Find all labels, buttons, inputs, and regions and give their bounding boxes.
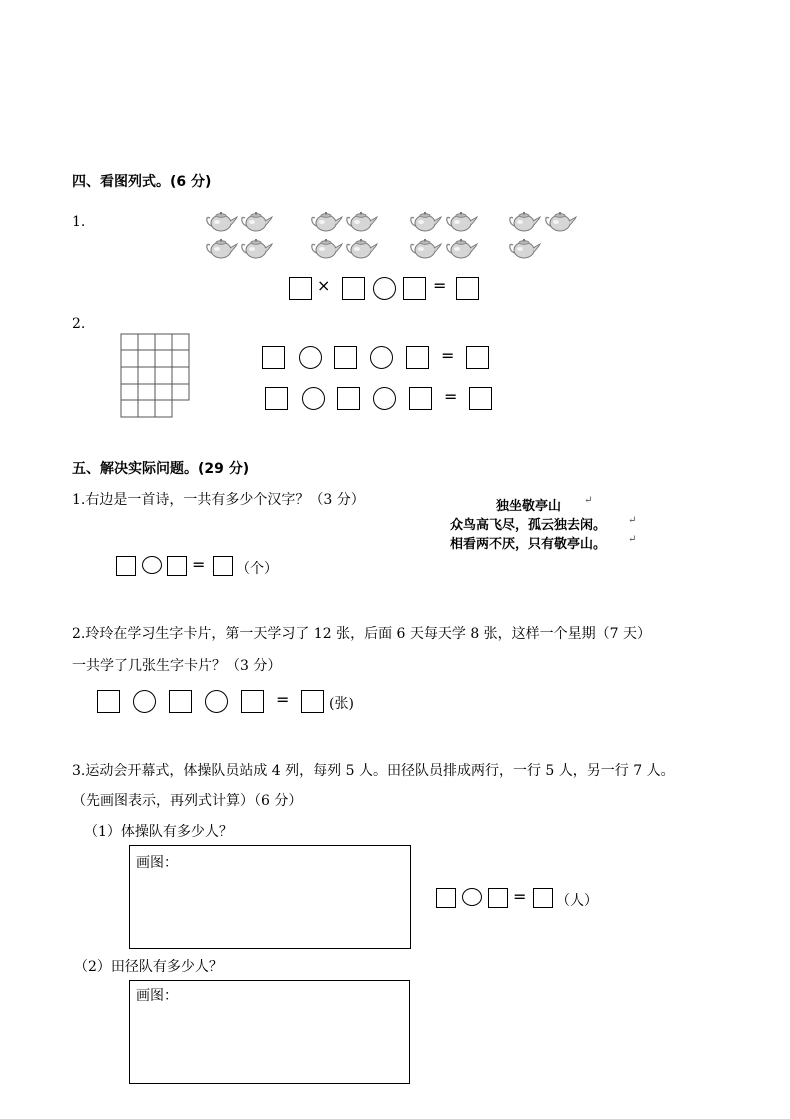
answer-box[interactable] <box>456 277 479 300</box>
paragraph-mark-icon: ↵ <box>628 515 637 526</box>
operator-circle[interactable] <box>373 387 396 410</box>
operator-circle[interactable] <box>299 346 322 369</box>
paragraph-mark-icon: ↵ <box>584 495 593 506</box>
equals-sign: = <box>276 690 290 709</box>
operator-circle[interactable] <box>370 346 393 369</box>
q3-sub-question-1: （1）体操队有多少人？ <box>84 824 233 840</box>
square-grid-figure <box>120 333 192 419</box>
equals-sign: = <box>433 276 447 295</box>
teapot-grid <box>200 208 590 264</box>
equals-sign: = <box>444 387 458 406</box>
q3-question-line-2: （先画图表示，再列式计算）（6 分） <box>72 793 303 809</box>
teapot-group-2 <box>312 212 377 258</box>
teapot-group-4 <box>510 212 576 258</box>
operator-circle[interactable] <box>142 556 162 574</box>
answer-box[interactable] <box>116 556 136 576</box>
q2-question-line-2: 一共学了几张生字卡片？（3 分） <box>72 658 282 674</box>
answer-box[interactable] <box>466 346 489 369</box>
draw-label: 画图： <box>136 988 178 1004</box>
times-sign: × <box>317 276 331 295</box>
q3-sub-question-2: （2）田径队有多少人？ <box>74 959 223 975</box>
answer-box[interactable] <box>409 387 432 410</box>
answer-box[interactable] <box>213 556 233 576</box>
answer-box[interactable] <box>289 277 312 300</box>
answer-box[interactable] <box>265 387 288 410</box>
paragraph-mark-icon: ↵ <box>628 534 637 545</box>
draw-label: 画图： <box>136 855 178 871</box>
answer-box[interactable] <box>169 690 192 713</box>
operator-circle[interactable] <box>133 690 156 713</box>
answer-box[interactable] <box>436 888 456 908</box>
answer-box[interactable] <box>342 277 365 300</box>
answer-box[interactable] <box>337 387 360 410</box>
unit-label: （个） <box>236 561 278 577</box>
section5-heading: 五、解决实际问题。(29 分) <box>72 461 250 477</box>
operator-circle[interactable] <box>462 888 482 906</box>
q1-question: 1.右边是一首诗，一共有多少个汉字？（3 分） <box>72 492 365 508</box>
poem-line-2: 相看两不厌，只有敬亭山。 <box>450 537 607 552</box>
answer-box[interactable] <box>488 888 508 908</box>
q1-label: 1. <box>72 214 86 230</box>
teapot-group-1 <box>207 212 272 258</box>
answer-box[interactable] <box>301 690 324 713</box>
drawing-area-1[interactable] <box>129 845 411 949</box>
answer-box[interactable] <box>469 387 492 410</box>
q3-question-line-1: 3.运动会开幕式，体操队员站成 4 列，每列 5 人。田径队员排成两行，一行 5 人，另一行 7 人。 <box>72 763 675 779</box>
drawing-area-2[interactable] <box>129 980 410 1084</box>
unit-label: （人） <box>556 893 598 909</box>
operator-circle[interactable] <box>302 387 325 410</box>
unit-label: (张) <box>329 696 354 712</box>
equals-sign: = <box>192 555 206 574</box>
answer-box[interactable] <box>167 556 187 576</box>
poem-title: 独坐敬亭山 <box>496 499 562 514</box>
answer-box[interactable] <box>334 346 357 369</box>
section4-heading: 四、看图列式。(6 分) <box>72 174 212 190</box>
answer-box[interactable] <box>241 690 264 713</box>
q2-label: 2. <box>72 316 86 332</box>
equals-sign: = <box>441 346 455 365</box>
teapot-group-3 <box>411 212 477 258</box>
equals-sign: = <box>513 887 527 906</box>
answer-box[interactable] <box>403 277 426 300</box>
poem-line-1: 众鸟高飞尽，孤云独去闲。 <box>450 518 607 533</box>
answer-box[interactable] <box>97 690 120 713</box>
operator-circle[interactable] <box>205 690 228 713</box>
answer-box[interactable] <box>406 346 429 369</box>
answer-box[interactable] <box>262 346 285 369</box>
q2-question-line-1: 2.玲玲在学习生字卡片，第一天学习了 12 张，后面 6 天每天学 8 张，这样一个星期（7 天） <box>72 626 652 642</box>
operator-circle[interactable] <box>373 277 396 300</box>
answer-box[interactable] <box>533 888 553 908</box>
